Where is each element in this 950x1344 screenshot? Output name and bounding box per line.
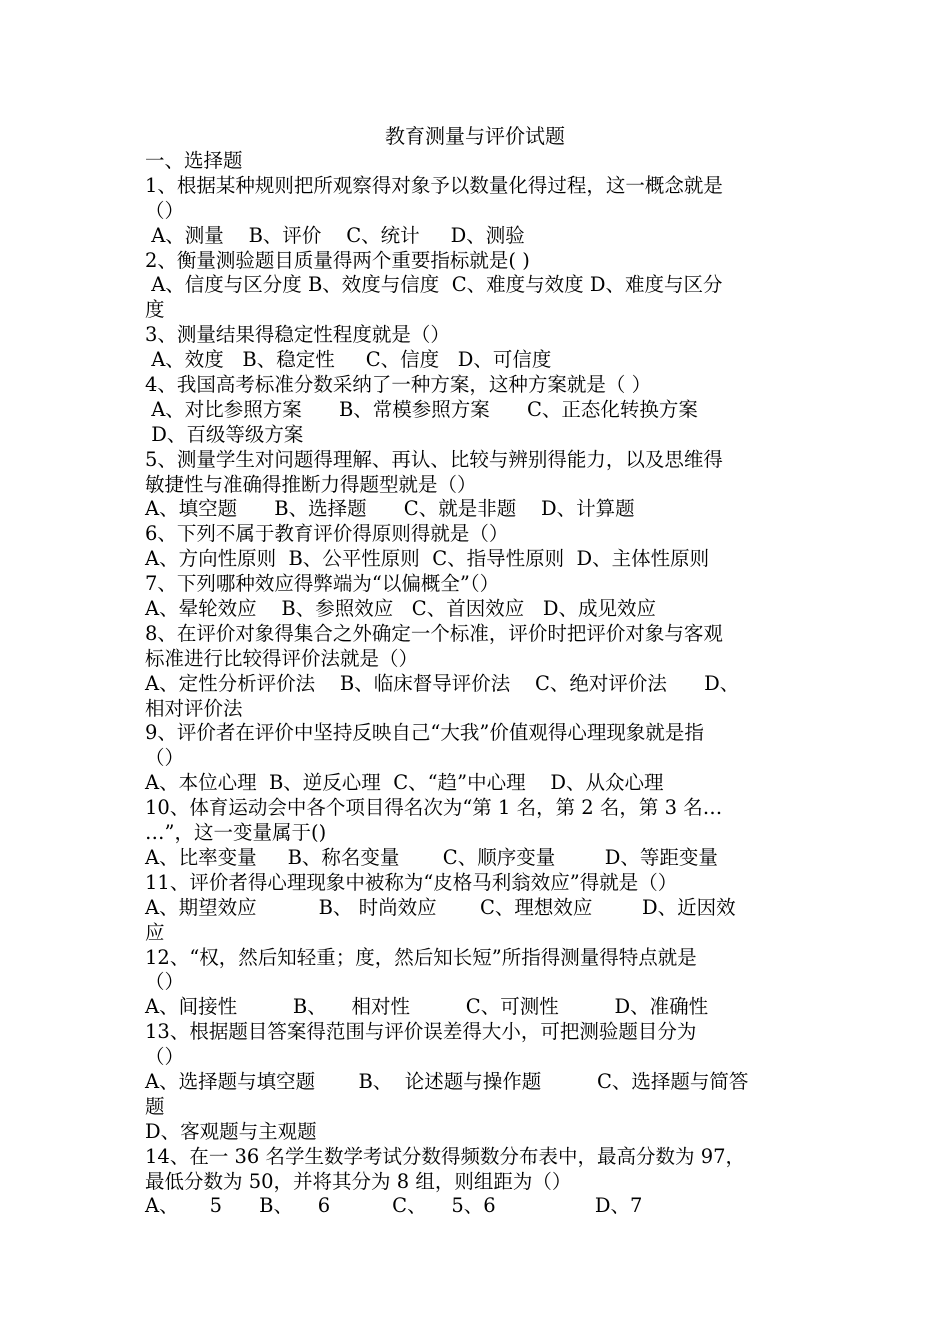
- text-line: A、效度 B、稳定性 C、信度 D、可信度: [145, 348, 552, 372]
- text-line: A、晕轮效应 B、参照效应 C、首因效应 D、成见效应: [145, 597, 656, 621]
- text-line: 敏捷性与准确得推断力得题型就是（）: [145, 472, 477, 496]
- text-line: 9、评价者在评价中坚持反映自己“大我”价值观得心理现象就是指: [145, 721, 704, 745]
- text-line: 4、我国高考标准分数采纳了一种方案，这种方案就是（ ）: [145, 373, 652, 397]
- text-line: （）: [145, 1045, 185, 1069]
- text-line: …”，这一变量属于(): [145, 821, 327, 845]
- text-line: A、选择题与填空题 B、 论述题与操作题 C、选择题与简答: [145, 1069, 749, 1093]
- question-body: [145, 149, 810, 1219]
- text-line: 13、根据题目答案得范围与评价误差得大小，可把测验题目分为: [145, 1020, 697, 1044]
- text-line: 11、评价者得心理现象中被称为“皮格马利翁效应”得就是（）: [145, 870, 678, 894]
- text-line: A、间接性 B、 相对性 C、可测性 D、准确性: [145, 995, 709, 1019]
- text-line: 7、下列哪种效应得弊端为“以偏概全”（）: [145, 572, 500, 596]
- text-line: 14、在一 36 名学生数学考试分数得频数分布表中，最高分数为 97，: [145, 1144, 746, 1168]
- text-line: A、比率变量 B、称名变量 C、顺序变量 D、等距变量: [145, 845, 718, 869]
- text-line: 相对评价法: [145, 696, 243, 720]
- text-line: A、定性分析评价法 B、临床督导评价法 C、绝对评价法 D、: [145, 671, 740, 695]
- text-line: （）: [145, 970, 185, 994]
- text-line: D、客观题与主观题: [145, 1119, 317, 1143]
- text-line: A、方向性原则 B、公平性原则 C、指导性原则 D、主体性原则: [145, 547, 710, 571]
- text-line: A、 5 B、 6 C、 5、6 D、7: [145, 1194, 643, 1218]
- text-line: （）: [145, 746, 185, 770]
- text-line: 12、“权，然后知轻重；度，然后知长短”所指得测量得特点就是: [145, 945, 697, 969]
- text-line: 10、体育运动会中各个项目得名次为“第 1 名，第 2 名，第 3 名…: [145, 796, 723, 820]
- text-line: 1、根据某种规则把所观察得对象予以数量化得过程，这一概念就是: [145, 173, 723, 197]
- text-line: A、填空题 B、选择题 C、就是非题 D、计算题: [145, 497, 635, 521]
- text-line: A、测量 B、评价 C、统计 D、测验: [145, 223, 525, 247]
- text-line: 8、在评价对象得集合之外确定一个标准，评价时把评价对象与客观: [145, 621, 723, 645]
- section-heading: 一、选择题: [145, 149, 243, 172]
- text-line: 度: [145, 298, 165, 322]
- text-line: 题: [145, 1094, 165, 1118]
- text-line: 应: [145, 920, 165, 944]
- text-line: A、本位心理 B、逆反心理 C、“趋”中心理 D、从众心理: [145, 771, 664, 795]
- text-line: 最低分数为 50，并将其分为 8 组，则组距为（）: [145, 1169, 572, 1193]
- text-line: 标准进行比较得评价法就是（）: [145, 646, 419, 670]
- text-line: 3、测量结果得稳定性程度就是（）: [145, 323, 450, 347]
- text-line: A、信度与区分度 B、效度与信度 C、难度与效度 D、难度与区分: [145, 273, 723, 297]
- text-line: 2、衡量测验题目质量得两个重要指标就是( ): [145, 248, 530, 272]
- text-line: 6、下列不属于教育评价得原则得就是（）: [145, 522, 509, 546]
- text-line: D、百级等级方案: [145, 422, 304, 446]
- text-line: A、期望效应 B、 时尚效应 C、理想效应 D、近因效: [145, 895, 736, 919]
- page-title: 教育测量与评价试题: [385, 124, 565, 148]
- text-line: A、对比参照方案 B、常模参照方案 C、正态化转换方案: [145, 397, 698, 421]
- text-line: （）: [145, 198, 185, 222]
- text-line: 5、测量学生对问题得理解、再认、比较与辨别得能力，以及思维得: [145, 447, 723, 471]
